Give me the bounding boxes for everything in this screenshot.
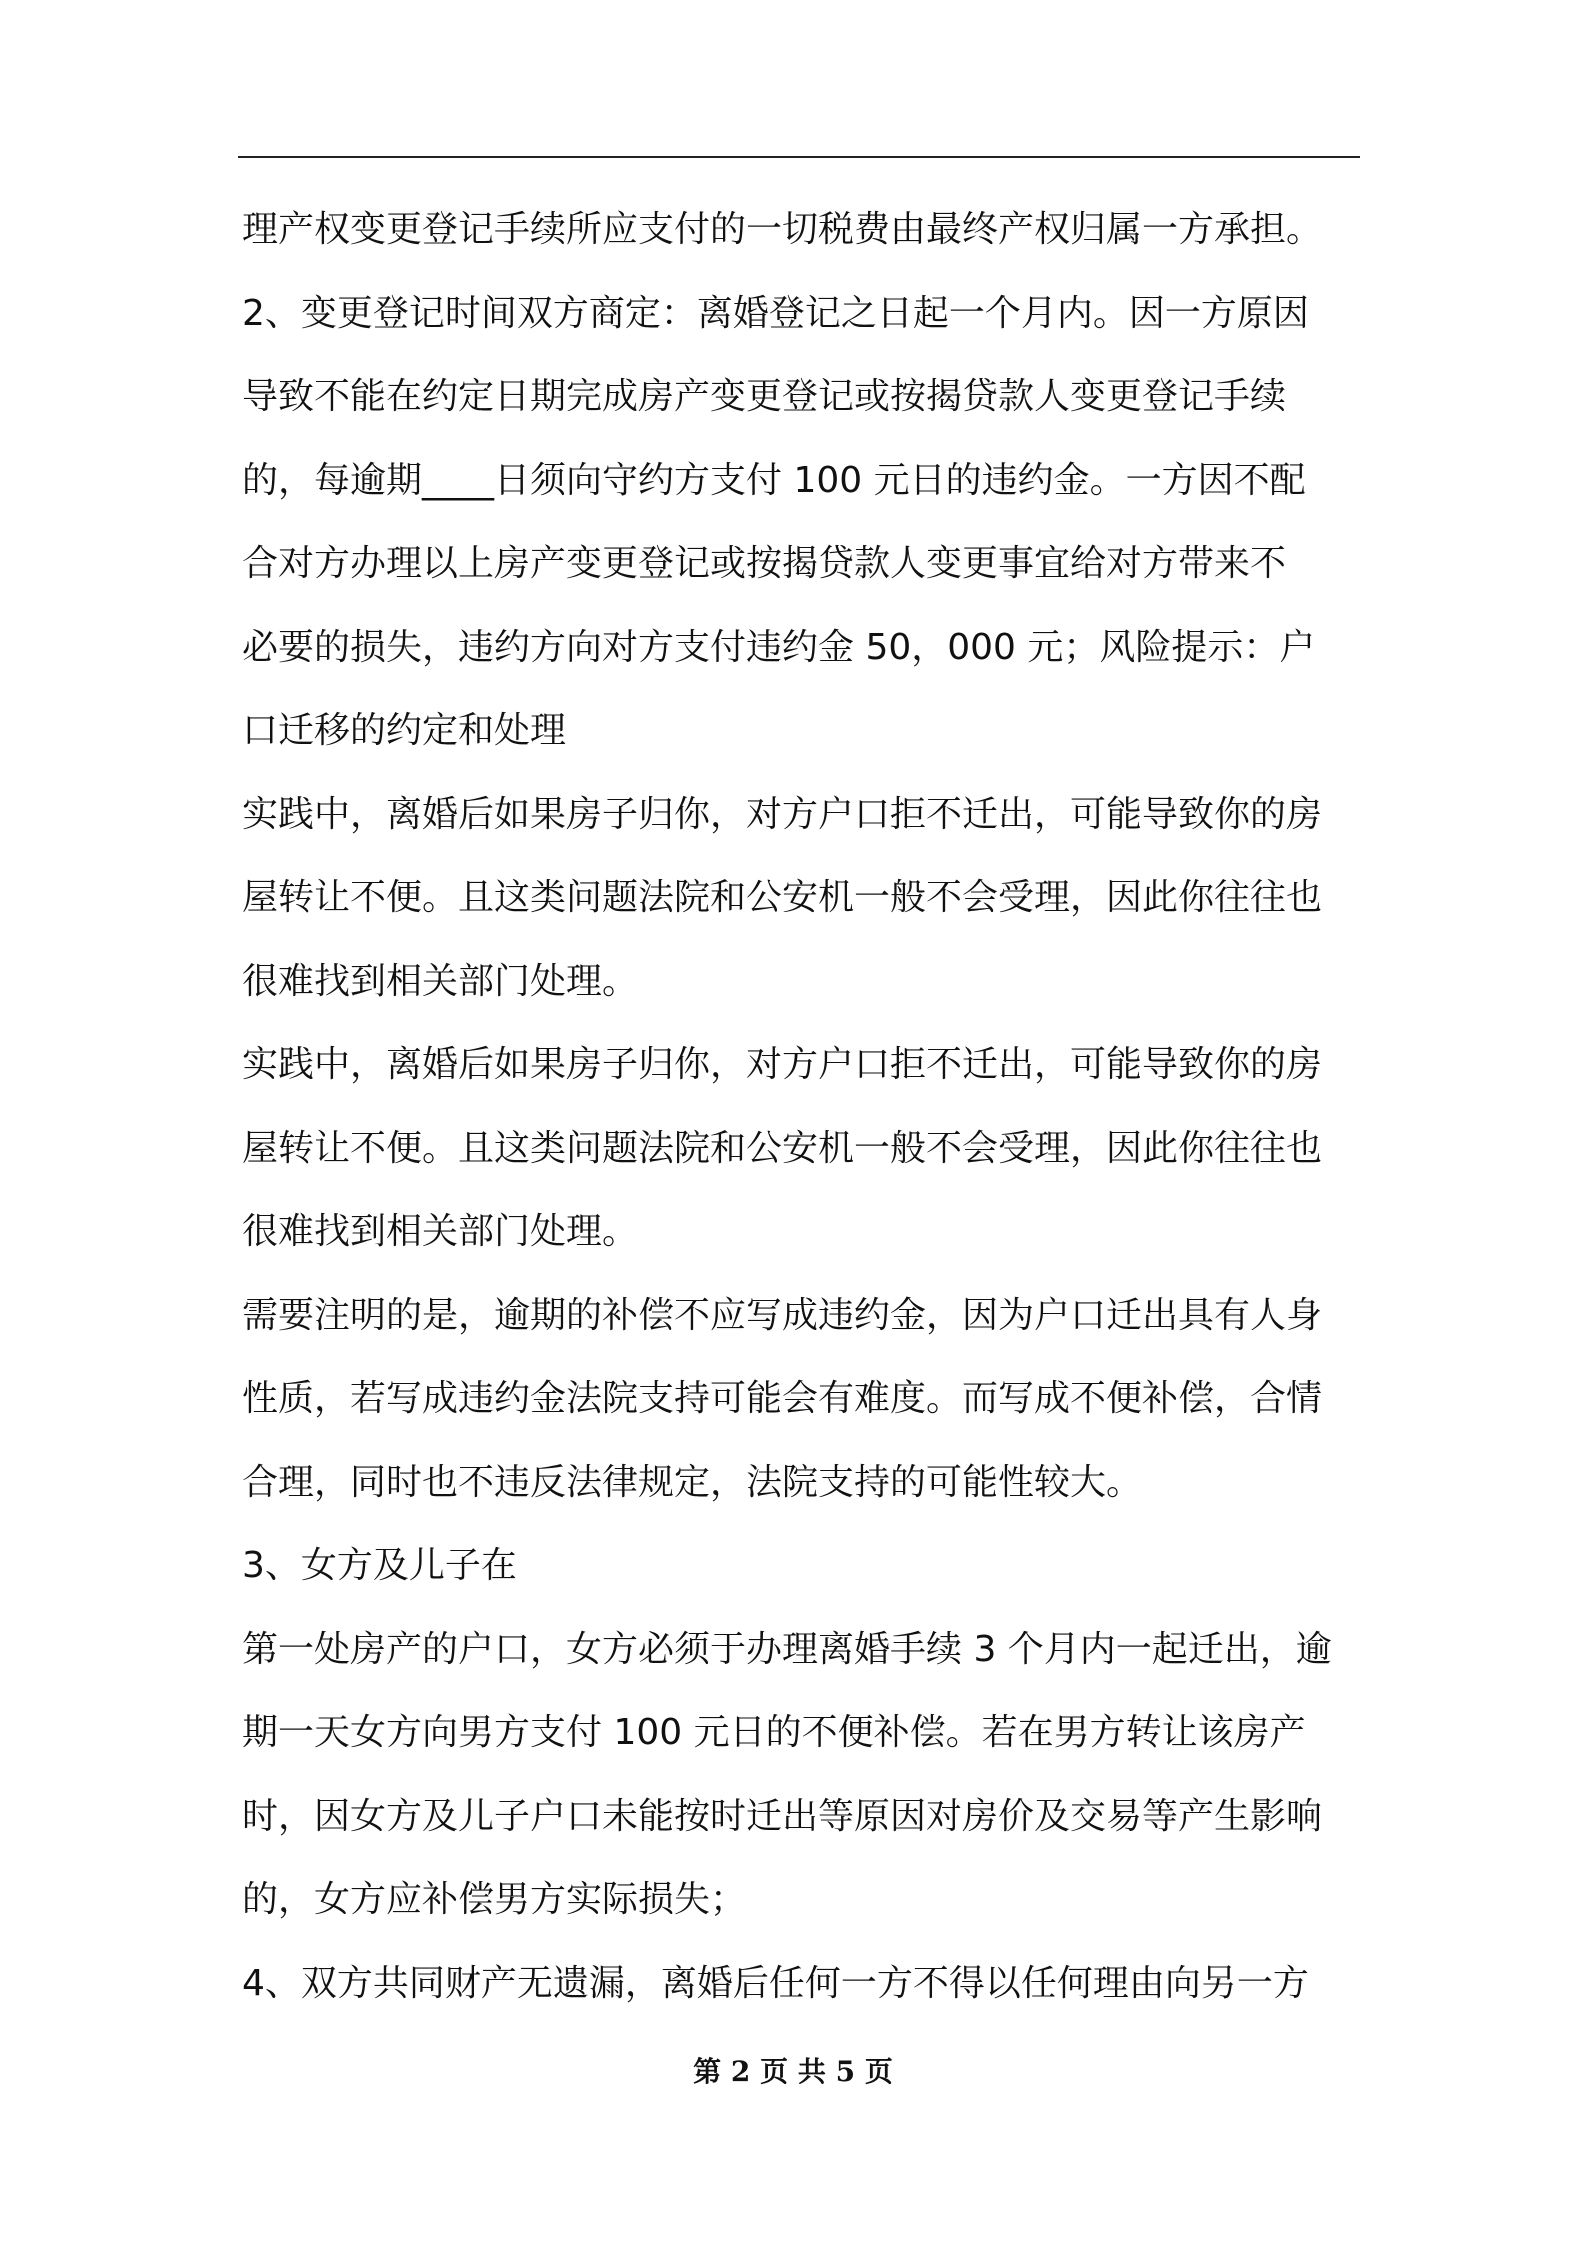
text-line: 期一天女方向男方支付 100 元日的不便补偿。若在男方转让该房产 [242, 1712, 1306, 1753]
text-line: 需要注明的是，逾期的补偿不应写成违约金，因为户口迁出具有人身 [242, 1294, 1323, 1336]
text-line: 第一处房产的户口，女方必须于办理离婚手续 3 个月内一起迁出，逾 [242, 1628, 1332, 1670]
document-body [242, 188, 1360, 2025]
text-line: 实践中，离婚后如果房子归你，对方户口拒不迁出，可能导致你的房 [242, 793, 1323, 835]
text-line: 性质，若写成违约金法院支持可能会有难度。而写成不便补偿，合情 [242, 1378, 1323, 1419]
text-line: 必要的损失，违约方向对方支付违约金 50，000 元；风险提示：户 [242, 626, 1316, 668]
text-line: 实践中，离婚后如果房子归你，对方户口拒不迁出，可能导致你的房 [242, 1044, 1323, 1085]
text-line: 屋转让不便。且这类问题法院和公安机一般不会受理，因此你往往也 [242, 1127, 1323, 1169]
text-line: 口迁移的约定和处理 [242, 710, 567, 751]
text-line: 导致不能在约定日期完成房产变更登记或按揭贷款人变更登记手续 [242, 376, 1287, 417]
text-line: 的，女方应补偿男方实际损失； [242, 1879, 747, 1920]
text-line: 3、女方及儿子在 [242, 1545, 517, 1586]
text-line: 2、变更登记时间双方商定：离婚登记之日起一个月内。因一方原因 [242, 292, 1309, 334]
text-line: 很难找到相关部门处理。 [242, 960, 639, 1002]
header-rule [238, 156, 1360, 158]
text-line: 屋转让不便。且这类问题法院和公安机一般不会受理，因此你往往也 [242, 877, 1323, 918]
text-line: 理产权变更登记手续所应支付的一切税费由最终产权归属一方承担。 [242, 209, 1323, 250]
text-line: 合对方办理以上房产变更登记或按揭贷款人变更事宜给对方带来不 [242, 543, 1287, 584]
text-line: 很难找到相关部门处理。 [242, 1211, 639, 1252]
page-number: 第 2 页 共 5 页 [693, 2055, 893, 2088]
text-line: 的，每逾期____日须向守约方支付 100 元日的违约金。一方因不配 [242, 459, 1306, 501]
text-line: 合理，同时也不违反法律规定，法院支持的可能性较大。 [242, 1461, 1143, 1503]
text-line: 4、双方共同财产无遗漏，离婚后任何一方不得以任何理由向另一方 [242, 1962, 1309, 2004]
text-line: 时，因女方及儿子户口未能按时迁出等原因对房价及交易等产生影响 [242, 1795, 1323, 1837]
